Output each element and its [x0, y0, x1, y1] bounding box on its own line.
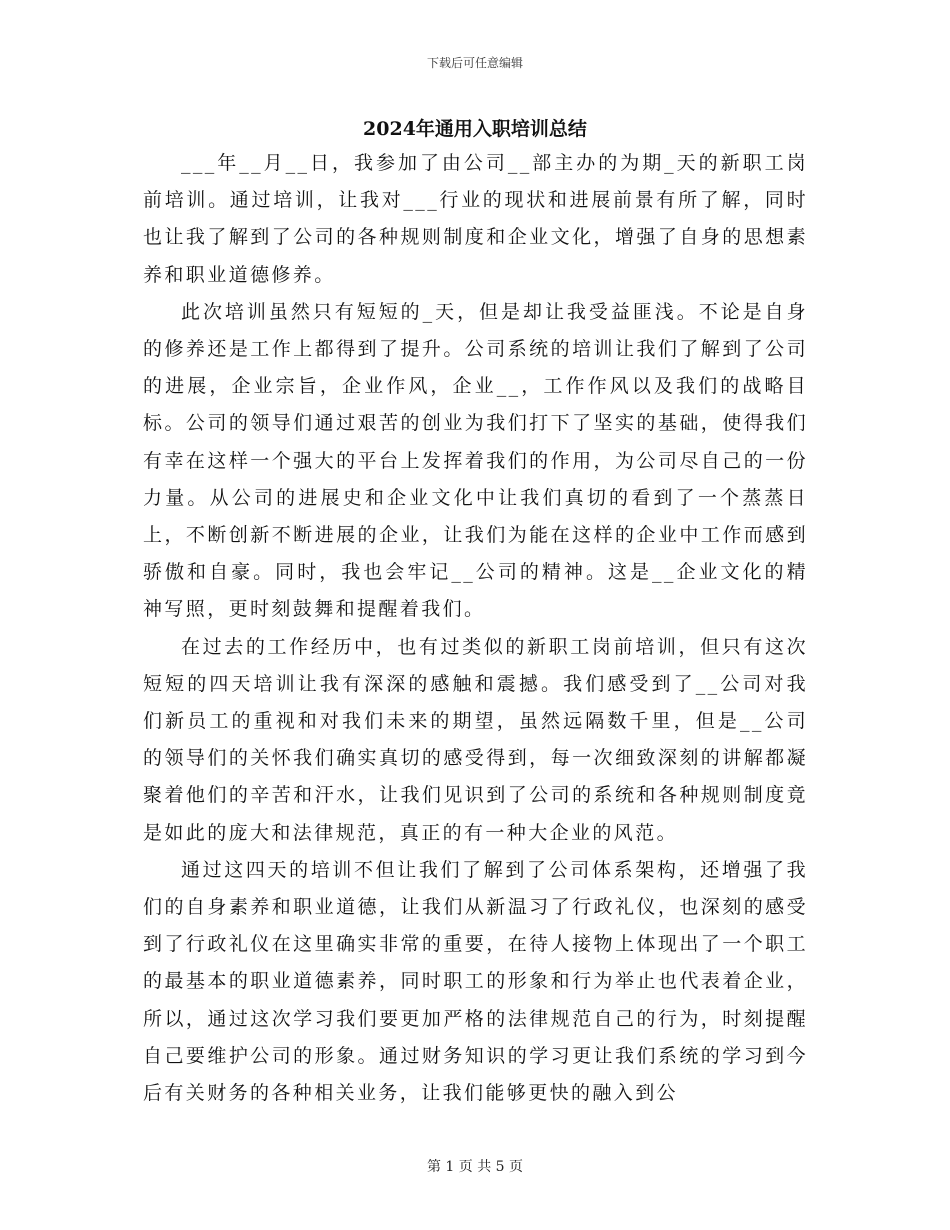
paragraph-2: 此次培训虽然只有短短的_天，但是却让我受益匪浅。不论是自身的修养还是工作上都得到了提升。公司系统的培训让我们了解到了公司的进展，企业宗旨，企业作风，企业__，工作作风以及我们的战略目标。公司的领导们通过艰苦的创业为我们打下了坚实的基础，使得我们有幸在这样一个强大的平台上发挥着我们的作用，为公司尽自己的一份力量。从公司的进展史和企业文化中让我们真切的看到了一个蒸蒸日上，不断创新不断进展的企业，让我们为能在这样的企业中工作而感到骄傲和自豪。同时，我也会牢记__公司的精神。这是__企业文化的精神写照，更时刻鼓舞和提醒着我们。	[143, 300, 808, 621]
paragraph-4: 通过这四天的培训不但让我们了解到了公司体系架构，还增强了我们的自身素养和职业道德，让我们从新温习了行政礼仪，也深刻的感受到了行政礼仪在这里确实非常的重要，在待人接物上体现出了一个职工的最基本的职业道德素养，同时职工的形象和行为举止也代表着企业，所以，通过这次学习我们要更加严格的法律规范自己的行为，时刻提醒自己要维护公司的形象。通过财务知识的学习更让我们系统的学习到今后有关财务的各种相关业务，让我们能够更快的融入到公	[143, 858, 808, 1105]
paragraph-1: ___年__月__日，我参加了由公司__部主办的为期_天的新职工岗前培训。通过培训，让我对___行业的现状和进展前景有所了解，同时也让我了解到了公司的各种规则制度和企业文化，增强了自身的思想素养和职业道德修养。	[143, 152, 808, 286]
page-number: 第 1 页 共 5 页	[426, 1159, 524, 1175]
paragraph-3: 在过去的工作经历中，也有过类似的新职工岗前培训，但只有这次短短的四天培训让我有深深的感触和震撼。我们感受到了__公司对我们新员工的重视和对我们未来的期望，虽然远隔数千里，但是__公司的领导们的关怀我们确实真切的感受得到，每一次细致深刻的讲解都凝聚着他们的辛苦和汗水，让我们见识到了公司的系统和各种规则制度竟是如此的庞大和法律规范，真正的有一种大企业的风范。	[143, 635, 808, 844]
header-note: 下载后可任意编辑	[426, 56, 523, 70]
document-title: 2024年通用入职培训总结	[363, 118, 587, 140]
document-body	[143, 145, 808, 1112]
